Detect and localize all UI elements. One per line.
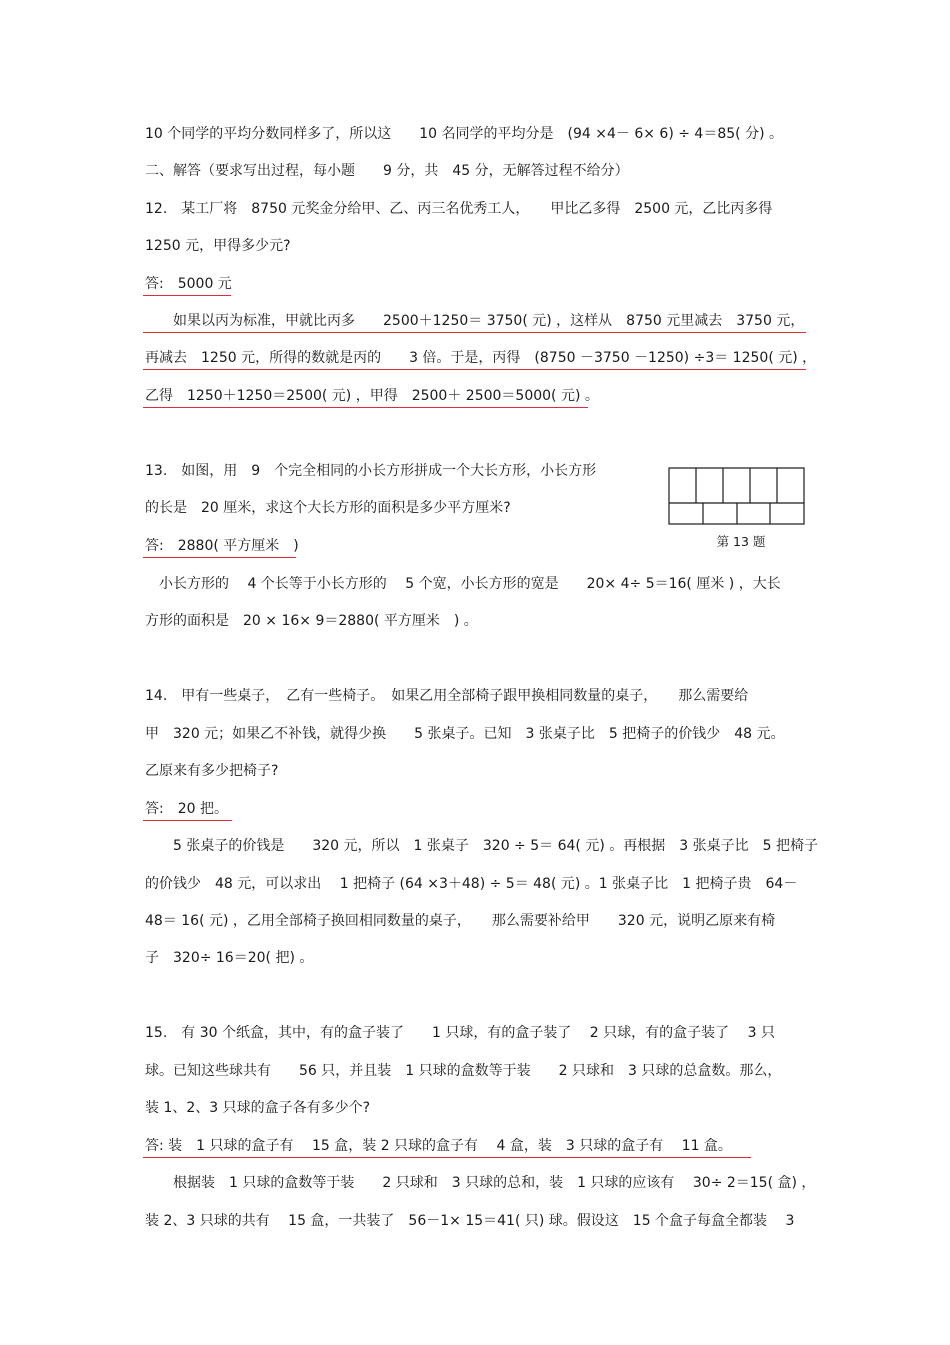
figure-caption: 第 13 题 (716, 534, 766, 549)
solution-line: 如果以丙为标准，甲就比丙多 2500＋1250＝ 3750( 元) ，这样从 8750 元里减去 3750 元， (145, 313, 805, 329)
answer-13: 答: 2880( 平方厘米 ) (145, 538, 299, 554)
solution-line: 方形的面积是 20 × 16× 9＝2880( 平方厘米 ) 。 (145, 613, 478, 629)
answer-15: 答: 装 1 只球的盒子有 15 盒，装 2 只球的盒子有 4 盒，装 3 只球的盒子有 11 盒。 (145, 1138, 732, 1154)
answer-underline (143, 332, 806, 333)
rectangle-grid-figure (668, 467, 808, 527)
answer-underline (143, 820, 232, 821)
solution-line: 5 张桌子的价钱是 320 元，所以 1 张桌子 320 ÷ 5＝ 64( 元) 。再根据 3 张桌子比 5 把椅子 (145, 838, 818, 854)
answer-underline (143, 557, 296, 558)
solution-line: 的价钱少 48 元，可以求出 1 把椅子 (64 ×3＋48) ÷ 5＝ 48( 元) 。1 张桌子比 1 把椅子贵 64－ (145, 876, 798, 892)
answer-underline (143, 295, 231, 296)
question-12: 12. 某工厂将 8750 元奖金分给甲、乙、丙三名优秀工人， 甲比乙多得 2500 元，乙比丙多得 (145, 201, 773, 217)
text-line: 10 个同学的平均分数同样多了，所以这 10 名同学的平均分是 (94 ×4－ 6× 6) ÷ 4＝85( 分) 。 (145, 126, 783, 142)
section-heading: 二、解答（要求写出过程，每小题 9 分，共 45 分，无解答过程不给分） (145, 163, 629, 179)
answer-underline (143, 407, 588, 408)
solution-line: 再减去 1250 元，所得的数就是丙的 3 倍。于是，丙得 (8750 －3750 －1250) ÷3＝ 1250( 元) ， (145, 350, 817, 366)
text-line: 乙原来有多少把椅子? (145, 763, 279, 779)
answer-underline (143, 369, 806, 370)
solution-line: 小长方形的 4 个长等于小长方形的 5 个宽，小长方形的宽是 20× 4÷ 5＝16( 厘米 ) ，大长 (145, 576, 781, 592)
answer-12: 答: 5000 元 (145, 276, 232, 292)
solution-line: 子 320÷ 16＝20( 把) 。 (145, 950, 314, 966)
text-line: 甲 320 元；如果乙不补钱，就得少换 5 张桌子。已知 3 张桌子比 5 把椅子的价钱少 48 元。 (145, 726, 785, 742)
solution-line: 48＝ 16( 元) ，乙用全部椅子换回相同数量的桌子， 那么需要补给甲 320 元，说明乙原来有椅 (145, 913, 776, 929)
text-line: 装 1、2、3 只球的盒子各有多少个? (145, 1100, 371, 1116)
solution-line: 装 2、3 只球的共有 15 盒，一共装了 56－1× 15＝41( 只) 球。假设这 15 个盒子每盒全都装 3 (145, 1213, 795, 1229)
question-14: 14. 甲有一些桌子， 乙有一些椅子。 如果乙用全部椅子跟甲换相同数量的桌子， 那么需要给 (145, 688, 749, 704)
solution-line: 乙得 1250＋1250＝2500( 元) ，甲得 2500＋ 2500＝5000( 元) 。 (145, 388, 599, 404)
text-line: 球。已知这些球共有 56 只，并且装 1 只球的盒数等于装 2 只球和 3 只球的总盒数。那么， (145, 1063, 782, 1079)
question-13: 13. 如图，用 9 个完全相同的小长方形拼成一个大长方形，小长方形 (145, 463, 597, 479)
solution-line: 根据装 1 只球的盒数等于装 2 只球和 3 只球的总和，装 1 只球的应该有 30÷ 2＝15( 盒) ， (145, 1175, 816, 1191)
text-line: 的长是 20 厘米，求这个大长方形的面积是多少平方厘米? (145, 500, 511, 516)
answer-underline (143, 1157, 751, 1158)
text-line: 1250 元，甲得多少元? (145, 238, 291, 254)
question-15: 15. 有 30 个纸盒，其中，有的盒子装了 1 只球，有的盒子装了 2 只球，有的盒子装了 3 只 (145, 1025, 775, 1041)
answer-14: 答: 20 把。 (145, 801, 228, 817)
